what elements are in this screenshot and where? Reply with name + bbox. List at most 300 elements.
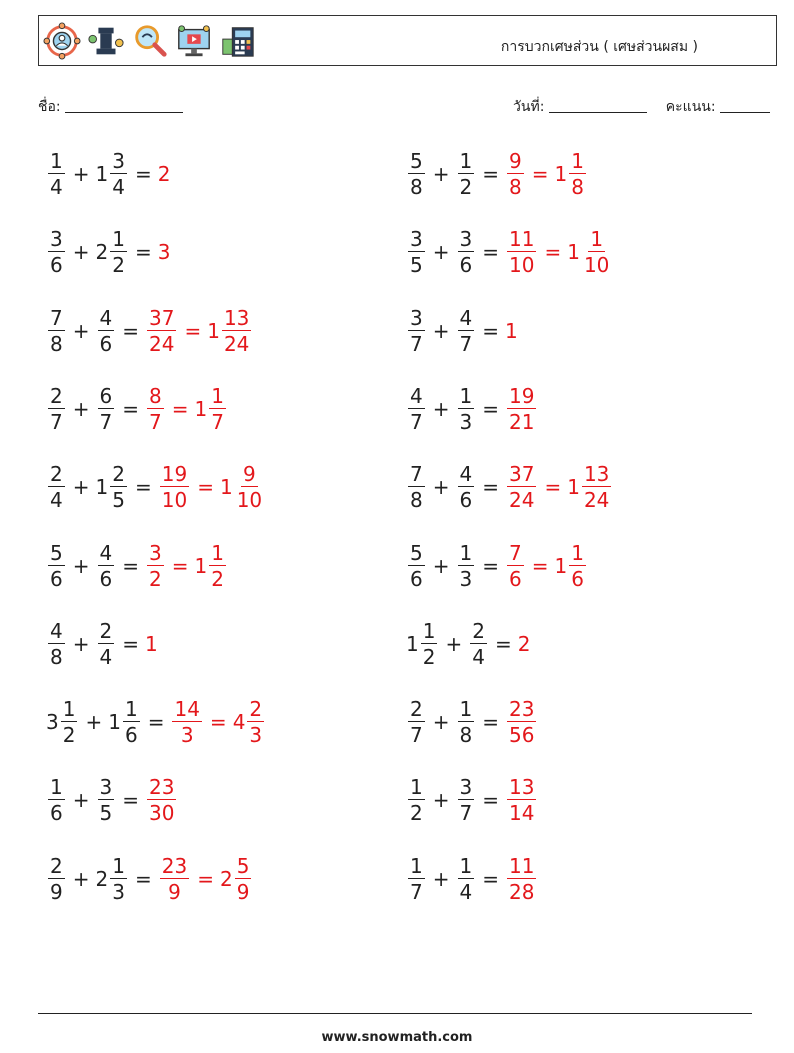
answer <box>170 697 266 748</box>
fraction <box>507 462 536 513</box>
denominator: 56 <box>509 723 535 748</box>
footer-url: www.snowmath.com <box>321 1030 473 1045</box>
equals-sign: = <box>134 866 152 891</box>
whole-part: 1 <box>95 475 109 500</box>
mixed-number <box>145 383 166 434</box>
numerator: 5 <box>410 149 423 173</box>
denominator: 10 <box>583 253 610 278</box>
denominator: 9 <box>168 879 181 904</box>
denominator: 6 <box>99 331 113 356</box>
mixed-number <box>406 383 427 434</box>
numerator: 11 <box>509 853 535 878</box>
mixed-number <box>406 697 427 748</box>
mixed-number <box>567 462 613 513</box>
denominator: 2 <box>62 723 76 748</box>
fraction <box>408 383 425 434</box>
numerator: 19 <box>509 383 535 408</box>
denominator: 21 <box>509 409 535 434</box>
numerator: 23 <box>149 775 175 800</box>
denominator: 4 <box>50 488 63 513</box>
plus-sign: + <box>72 631 90 656</box>
denominator: 4 <box>99 644 113 669</box>
denominator: 7 <box>149 409 162 434</box>
fraction <box>458 151 475 197</box>
problem-10 <box>406 457 613 517</box>
mixed-number <box>46 151 67 197</box>
mixed-number <box>219 853 253 904</box>
whole-part: 1 <box>108 710 121 735</box>
mixed-number <box>158 162 171 186</box>
numerator: 5 <box>410 540 423 565</box>
mixed-number <box>505 853 538 904</box>
fraction <box>582 227 611 278</box>
numerator: 2 <box>50 383 63 408</box>
fraction <box>569 151 586 197</box>
equals-sign: = <box>494 631 512 656</box>
problem-2 <box>406 144 588 204</box>
denominator: 8 <box>509 175 522 199</box>
mixed-number <box>194 540 228 591</box>
equals-sign: = <box>482 475 499 500</box>
mixed-number <box>46 540 67 591</box>
answer <box>505 540 588 591</box>
numerator: 14 <box>174 697 200 722</box>
mixed-number <box>505 319 518 343</box>
denominator: 6 <box>99 566 113 591</box>
numerator: 1 <box>571 149 584 173</box>
equals-sign: = <box>544 475 562 500</box>
fraction <box>48 383 65 434</box>
score-blank[interactable] <box>720 100 770 113</box>
denominator: 2 <box>211 566 224 591</box>
mixed-number <box>194 383 228 434</box>
equals-sign: = <box>531 162 549 186</box>
fraction <box>421 618 438 669</box>
denominator: 24 <box>583 488 610 513</box>
numerator: 1 <box>50 149 63 173</box>
equals-sign: = <box>544 240 562 265</box>
fraction <box>507 151 524 197</box>
plus-sign: + <box>432 240 450 265</box>
denominator: 24 <box>223 331 250 356</box>
denominator: 2 <box>459 175 473 199</box>
fraction <box>48 305 65 356</box>
mixed-number <box>456 383 477 434</box>
whole-part: 4 <box>232 710 246 735</box>
equals-sign: = <box>197 866 214 891</box>
mixed-number <box>468 618 489 669</box>
numerator: 4 <box>99 305 113 330</box>
mixed-number <box>145 540 166 591</box>
denominator: 6 <box>459 253 473 278</box>
denominator: 7 <box>459 801 473 826</box>
answer <box>158 462 266 513</box>
fraction <box>235 853 252 904</box>
mixed-number <box>96 151 129 197</box>
mixed-number <box>505 383 538 434</box>
whole-part: 1 <box>219 475 233 500</box>
whole-part: 1 <box>194 396 208 421</box>
numerator: 1 <box>112 227 125 252</box>
numerator: 1 <box>50 775 63 800</box>
denominator: 2 <box>149 566 162 591</box>
score-label: คะแนน: <box>665 99 716 115</box>
equals-sign: = <box>122 788 139 813</box>
plus-sign: + <box>432 710 450 735</box>
fraction <box>147 540 164 591</box>
header-icons <box>43 21 257 61</box>
numerator: 1 <box>211 383 224 408</box>
plus-sign: + <box>72 553 90 578</box>
denominator: 7 <box>410 879 423 904</box>
problem-12 <box>406 536 588 596</box>
fraction <box>160 462 189 513</box>
mixed-number <box>95 227 129 278</box>
mixed-number <box>46 227 67 278</box>
mixed-number <box>46 383 67 434</box>
equals-sign: = <box>134 240 152 265</box>
mixed-number <box>505 227 538 278</box>
fraction <box>507 775 536 826</box>
fraction <box>247 697 264 748</box>
whole-part: 1 <box>567 240 580 265</box>
plus-sign: + <box>445 631 463 656</box>
denominator: 6 <box>50 566 63 591</box>
denominator: 6 <box>50 253 63 278</box>
denominator: 4 <box>50 175 63 199</box>
mixed-number <box>505 697 538 748</box>
denominator: 10 <box>509 253 535 278</box>
whole-part: 1 <box>207 318 220 343</box>
mixed-number <box>46 462 67 513</box>
mixed-number <box>158 462 191 513</box>
denominator: 10 <box>161 488 188 513</box>
problem-11 <box>46 536 228 596</box>
numerator: 1 <box>62 697 76 722</box>
fraction <box>48 540 65 591</box>
answer <box>505 319 518 343</box>
fraction <box>48 151 65 197</box>
numerator: 2 <box>249 697 263 722</box>
numerator: 1 <box>590 227 604 252</box>
denominator: 3 <box>249 723 263 748</box>
denominator: 5 <box>410 253 423 278</box>
answer <box>158 853 254 904</box>
numerator: 4 <box>459 462 473 487</box>
mixed-number <box>46 853 67 904</box>
mixed-number <box>406 775 427 826</box>
whole-part: 1 <box>505 318 518 343</box>
fraction <box>408 697 425 748</box>
fraction <box>408 227 425 278</box>
mixed-number <box>96 618 117 669</box>
numerator: 1 <box>112 853 125 878</box>
fraction <box>98 383 115 434</box>
plus-sign: + <box>432 866 450 891</box>
whole-part: 1 <box>554 553 568 578</box>
fraction <box>507 853 536 904</box>
fraction <box>48 853 65 904</box>
equals-sign: = <box>122 553 139 578</box>
mixed-number <box>505 775 538 826</box>
numerator: 8 <box>149 383 162 408</box>
fraction <box>98 305 115 356</box>
answer <box>145 383 228 434</box>
answer <box>505 227 613 278</box>
denominator: 7 <box>50 409 63 434</box>
mixed-number <box>219 462 266 513</box>
whole-part: 1 <box>554 162 568 186</box>
mixed-number <box>406 540 427 591</box>
denominator: 6 <box>410 566 423 591</box>
denominator: 8 <box>410 175 423 199</box>
numerator: 1 <box>211 540 224 565</box>
denominator: 7 <box>211 409 224 434</box>
denominator: 8 <box>50 331 63 356</box>
mixed-number <box>505 462 538 513</box>
problem-9 <box>46 457 266 517</box>
problem-16 <box>406 692 538 752</box>
mixed-number <box>456 227 477 278</box>
fraction <box>408 305 425 356</box>
fraction <box>408 151 425 197</box>
denominator: 6 <box>571 566 584 591</box>
mixed-number <box>406 462 427 513</box>
answer <box>505 151 588 197</box>
equals-sign: = <box>482 162 499 186</box>
fraction <box>458 305 475 356</box>
numerator: 1 <box>459 853 473 878</box>
fraction <box>147 775 176 826</box>
monitor-video-icon <box>175 21 213 61</box>
fraction <box>507 383 536 434</box>
mixed-number <box>158 240 171 264</box>
answer <box>505 853 538 904</box>
numerator: 7 <box>509 540 522 565</box>
problem-4 <box>406 222 613 282</box>
mixed-number <box>96 305 117 356</box>
date-label: วันที่: <box>513 99 545 115</box>
answer <box>505 697 538 748</box>
fraction <box>222 305 251 356</box>
equals-sign: = <box>209 710 227 735</box>
name-blank[interactable] <box>65 100 183 113</box>
problem-3 <box>46 222 170 282</box>
fraction <box>110 151 127 197</box>
mixed-number <box>456 151 477 197</box>
numerator: 2 <box>99 618 113 643</box>
whole-part: 2 <box>219 866 233 891</box>
numerator: 7 <box>410 462 423 487</box>
denominator: 8 <box>50 644 63 669</box>
mixed-number <box>456 775 477 826</box>
denominator: 4 <box>472 644 485 669</box>
denominator: 8 <box>459 723 473 748</box>
fraction <box>98 618 115 669</box>
fraction <box>458 697 475 748</box>
equals-sign: = <box>482 318 499 343</box>
numerator: 4 <box>50 618 63 643</box>
fraction <box>507 227 536 278</box>
mixed-number <box>232 697 266 748</box>
denominator: 7 <box>410 723 423 748</box>
mixed-number <box>96 383 117 434</box>
mixed-number <box>207 305 253 356</box>
fraction <box>160 853 189 904</box>
fraction <box>48 462 65 513</box>
denominator: 4 <box>112 175 125 199</box>
fraction <box>507 697 536 748</box>
problem-13 <box>46 614 158 674</box>
footer-divider <box>38 1013 752 1014</box>
calculator-icon <box>219 21 257 61</box>
denominator: 3 <box>459 409 473 434</box>
numerator: 3 <box>410 227 423 252</box>
denominator: 7 <box>410 409 423 434</box>
equals-sign: = <box>134 475 152 500</box>
equals-sign: = <box>122 396 139 421</box>
denominator: 24 <box>149 331 175 356</box>
problem-17 <box>46 770 178 830</box>
numerator: 2 <box>50 462 63 487</box>
mixed-number <box>456 697 477 748</box>
numerator: 23 <box>509 697 535 722</box>
plus-sign: + <box>432 396 450 421</box>
worksheet-header <box>38 15 777 66</box>
plus-sign: + <box>85 710 103 735</box>
numerator: 3 <box>410 305 423 330</box>
problem-20 <box>406 849 538 909</box>
equals-sign: = <box>134 162 152 186</box>
fraction <box>147 383 164 434</box>
fraction <box>458 540 475 591</box>
mixed-number <box>554 540 588 591</box>
equals-sign: = <box>482 866 499 891</box>
equals-sign: = <box>482 240 499 265</box>
numerator: 1 <box>410 775 423 800</box>
equals-sign: = <box>122 318 139 343</box>
denominator: 3 <box>180 723 194 748</box>
fraction <box>458 462 475 513</box>
whole-part: 1 <box>95 162 109 186</box>
denominator: 7 <box>99 409 113 434</box>
mixed-number <box>145 632 158 656</box>
denominator: 2 <box>112 253 125 278</box>
plus-sign: + <box>72 866 90 891</box>
numerator: 2 <box>410 697 423 722</box>
whole-part: 2 <box>157 162 171 186</box>
numerator: 2 <box>112 462 125 487</box>
plus-sign: + <box>72 162 90 186</box>
problem-19 <box>46 849 253 909</box>
answer <box>505 383 538 434</box>
equals-sign: = <box>197 475 214 500</box>
name-label: ชื่อ: <box>38 99 61 115</box>
mixed-number <box>46 775 67 826</box>
fraction <box>235 462 264 513</box>
numerator: 2 <box>50 853 63 878</box>
numerator: 5 <box>236 853 250 878</box>
plus-sign: + <box>432 318 450 343</box>
denominator: 7 <box>459 331 473 356</box>
answer <box>145 775 178 826</box>
date-blank[interactable] <box>549 100 647 113</box>
numerator: 7 <box>50 305 63 330</box>
worksheet-title: การบวกเศษส่วน ( เศษส่วนผสม ) <box>500 39 698 55</box>
mixed-number <box>145 305 178 356</box>
plus-sign: + <box>72 475 90 500</box>
fraction <box>98 540 115 591</box>
chess-rook-icon <box>87 21 125 61</box>
fraction <box>470 618 487 669</box>
answer <box>158 240 171 264</box>
mixed-number <box>567 227 613 278</box>
numerator: 4 <box>99 540 113 565</box>
numerator: 2 <box>472 618 485 643</box>
equals-sign: = <box>171 396 189 421</box>
denominator: 3 <box>459 566 473 591</box>
numerator: 13 <box>223 305 250 330</box>
numerator: 37 <box>149 305 175 330</box>
answer <box>518 632 531 656</box>
mixed-number <box>456 462 477 513</box>
mixed-number <box>108 697 141 748</box>
mixed-number <box>456 853 477 904</box>
answer <box>505 462 613 513</box>
fraction <box>507 540 524 591</box>
numerator: 3 <box>459 775 473 800</box>
problem-1 <box>46 144 170 204</box>
numerator: 6 <box>99 383 113 408</box>
numerator: 3 <box>459 227 473 252</box>
numerator: 9 <box>243 462 256 487</box>
whole-part: 2 <box>95 866 109 891</box>
numerator: 9 <box>509 149 522 173</box>
denominator: 2 <box>410 801 423 826</box>
mixed-number <box>96 540 117 591</box>
mixed-number <box>406 618 439 669</box>
numerator: 3 <box>99 775 113 800</box>
fraction <box>408 853 425 904</box>
numerator: 11 <box>509 227 535 252</box>
fraction <box>48 775 65 826</box>
fraction <box>110 227 127 278</box>
fraction <box>458 775 475 826</box>
fraction <box>209 383 226 434</box>
denominator: 8 <box>571 175 584 199</box>
fraction <box>98 775 115 826</box>
plus-sign: + <box>72 240 90 265</box>
fraction <box>110 853 127 904</box>
plus-sign: + <box>72 318 90 343</box>
numerator: 1 <box>459 697 473 722</box>
denominator: 28 <box>509 879 535 904</box>
equals-sign: = <box>184 318 202 343</box>
fraction <box>458 383 475 434</box>
plus-sign: + <box>72 788 90 813</box>
answer <box>505 775 538 826</box>
mixed-number <box>406 853 427 904</box>
mixed-number <box>145 775 178 826</box>
numerator: 1 <box>410 853 423 878</box>
mixed-number <box>406 151 427 197</box>
plus-sign: + <box>72 396 90 421</box>
denominator: 24 <box>509 488 535 513</box>
problem-5 <box>46 301 253 361</box>
problem-6 <box>406 301 518 361</box>
name-field <box>38 96 183 118</box>
fraction <box>408 540 425 591</box>
